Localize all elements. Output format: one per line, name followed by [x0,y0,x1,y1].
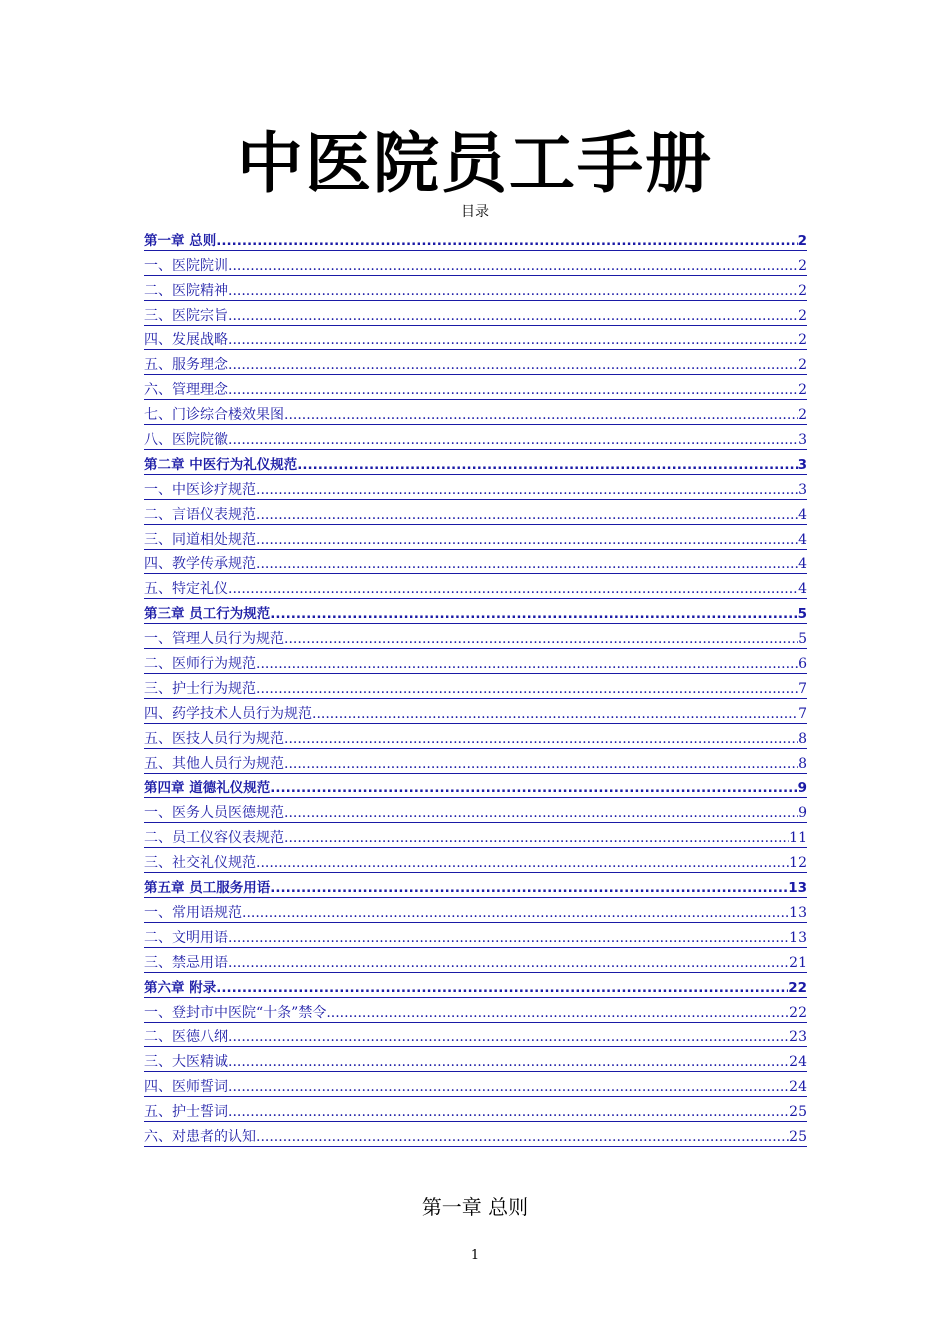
toc-section-link[interactable] [144,251,807,276]
toc-leader-dots [284,730,798,749]
toc-section-link[interactable] [144,1047,807,1072]
toc-leader-dots [256,854,789,873]
toc-leader-dots [228,1078,789,1097]
toc-entry-text: 二、言语仪表规范 [144,506,256,523]
toc-leader-dots [284,829,789,848]
toc-leader-dots [297,456,797,475]
toc-page-number: 25 [789,1104,807,1121]
toc-page-number: 3 [798,481,807,498]
toc-leader-dots [228,431,798,450]
toc-page-number: 24 [789,1054,807,1071]
toc-leader-dots [256,655,798,674]
toc-entry-text: 三、社交礼仪规范 [144,855,256,872]
toc-page-number: 13 [789,904,807,921]
toc-chapter-link[interactable] [144,774,807,799]
toc-leader-dots [284,755,798,774]
toc-entry-text: 一、常用语规范 [144,904,242,921]
toc-entry-text: 二、医师行为规范 [144,656,256,673]
toc-entry-text: 三、禁忌用语 [144,954,228,971]
toc-page-number: 2 [798,282,807,299]
toc-leader-dots [228,331,798,350]
toc-chapter-link[interactable] [144,973,807,998]
toc-page-number: 24 [789,1079,807,1096]
toc-section-link[interactable] [144,699,807,724]
toc-section-link[interactable] [144,400,807,425]
toc-entry-text: 六、管理理念 [144,382,228,399]
toc-entry-text: 第三章 员工行为规范 [144,606,271,623]
toc-chapter-link[interactable] [144,450,807,475]
toc-section-link[interactable] [144,749,807,774]
toc-section-link[interactable] [144,301,807,326]
toc-section-link[interactable] [144,326,807,351]
toc-page-number: 7 [798,705,807,722]
toc-label: 目录 [461,204,489,220]
toc-entry-text: 三、护士行为规范 [144,680,256,697]
toc-section-link[interactable] [144,425,807,450]
toc-leader-dots [312,705,798,724]
table-of-contents [144,226,807,1147]
toc-page-number: 5 [798,631,807,648]
toc-entry-text: 六、对患者的认知 [144,1128,256,1145]
toc-leader-dots [326,1004,789,1023]
toc-section-link[interactable] [144,375,807,400]
toc-page-number: 2 [797,232,807,249]
toc-entry-text: 二、医德八纲 [144,1029,228,1046]
toc-section-link[interactable] [144,923,807,948]
toc-section-link[interactable] [144,724,807,749]
toc-chapter-link[interactable] [144,873,807,898]
toc-page-number: 22 [788,979,807,996]
toc-page-number: 8 [798,755,807,772]
toc-entry-text: 四、医师誓词 [144,1079,228,1096]
toc-page-number: 2 [798,332,807,349]
toc-page-number: 13 [788,880,807,897]
toc-page-number: 23 [789,1029,807,1046]
document-title: 中医院员工手册 [237,125,713,202]
toc-leader-dots [228,929,789,948]
toc-leader-dots [256,481,798,500]
toc-leader-dots [228,1103,789,1122]
toc-entry-text: 第六章 附录 [144,979,217,996]
toc-section-link[interactable] [144,898,807,923]
toc-leader-dots [256,1128,789,1147]
toc-chapter-link[interactable] [144,599,807,624]
toc-page-number: 2 [798,407,807,424]
toc-entry-text: 四、教学传承规范 [144,556,256,573]
toc-entry-text: 一、医务人员医德规范 [144,805,284,822]
toc-page-number: 2 [798,382,807,399]
toc-page-number: 5 [797,606,807,623]
toc-entry-text: 第四章 道德礼仪规范 [144,780,271,797]
toc-section-link[interactable] [144,823,807,848]
toc-page-number: 4 [798,581,807,598]
toc-page-number: 2 [798,257,807,274]
toc-page-number: 21 [789,954,807,971]
chapter-heading: 第一章 总则 [421,1195,529,1219]
toc-entry-text: 三、大医精诚 [144,1054,228,1071]
toc-section-link[interactable] [144,624,807,649]
toc-section-link[interactable] [144,1122,807,1147]
toc-leader-dots [284,630,798,649]
toc-section-link[interactable] [144,948,807,973]
toc-section-link[interactable] [144,798,807,823]
toc-page-number: 4 [798,531,807,548]
page-number: 1 [470,1248,480,1263]
toc-leader-dots [256,506,798,525]
toc-entry-text: 四、发展战略 [144,332,228,349]
toc-section-link[interactable] [144,1023,807,1048]
toc-entry-text: 第一章 总则 [144,232,217,249]
toc-page-number: 22 [789,1004,807,1021]
toc-section-link[interactable] [144,574,807,599]
toc-leader-dots [228,1053,789,1072]
toc-entry-text: 一、医院院训 [144,257,228,274]
toc-page-number: 12 [789,855,807,872]
toc-entry-text: 二、医院精神 [144,282,228,299]
toc-leader-dots [216,232,797,251]
toc-leader-dots [284,804,798,823]
toc-page-number: 2 [798,307,807,324]
toc-page-number: 3 [797,456,807,473]
toc-page-number: 6 [798,656,807,673]
toc-page-number: 4 [798,556,807,573]
toc-entry-text: 一、登封市中医院“十条”禁令 [144,1004,327,1021]
toc-leader-dots [228,257,798,276]
toc-leader-dots [228,381,798,400]
toc-page-number: 4 [798,506,807,523]
toc-section-link[interactable] [144,350,807,375]
toc-section-link[interactable] [144,848,807,873]
toc-entry-text: 五、护士誓词 [144,1104,228,1121]
toc-entry-text: 五、服务理念 [144,357,228,374]
toc-leader-dots [228,580,798,599]
toc-leader-dots [228,954,789,973]
toc-section-link[interactable] [144,475,807,500]
toc-leader-dots [284,406,798,425]
toc-page-number: 3 [798,432,807,449]
toc-entry-text: 一、中医诊疗规范 [144,481,256,498]
toc-leader-dots [228,307,798,326]
toc-entry-text: 四、药学技术人员行为规范 [144,705,312,722]
toc-page-number: 8 [798,730,807,747]
toc-section-link[interactable] [144,1072,807,1097]
toc-page-number: 9 [798,805,807,822]
toc-entry-text: 二、文明用语 [144,929,228,946]
toc-entry-text: 一、管理人员行为规范 [144,631,284,648]
toc-leader-dots [256,680,798,699]
toc-entry-text: 三、医院宗旨 [144,307,228,324]
toc-page-number: 7 [798,680,807,697]
toc-section-link[interactable] [144,525,807,550]
toc-leader-dots [228,1028,789,1047]
toc-leader-dots [216,979,788,998]
toc-leader-dots [228,282,798,301]
toc-leader-dots [270,879,788,898]
toc-section-link[interactable] [144,649,807,674]
toc-page-number: 11 [789,830,807,847]
toc-section-link[interactable] [144,500,807,525]
toc-chapter-link[interactable] [144,226,807,251]
toc-entry-text: 五、医技人员行为规范 [144,730,284,747]
toc-section-link[interactable] [144,674,807,699]
toc-entry-text: 三、同道相处规范 [144,531,256,548]
toc-entry-text: 二、员工仪容仪表规范 [144,830,284,847]
toc-leader-dots [228,356,798,375]
toc-page-number: 13 [789,929,807,946]
toc-entry-text: 第五章 员工服务用语 [144,880,271,897]
toc-page-number: 9 [797,780,807,797]
toc-leader-dots [270,605,797,624]
toc-entry-text: 五、特定礼仪 [144,581,228,598]
toc-section-link[interactable] [144,1097,807,1122]
toc-section-link[interactable] [144,550,807,575]
toc-entry-text: 第二章 中医行为礼仪规范 [144,456,298,473]
toc-section-link[interactable] [144,276,807,301]
toc-leader-dots [256,531,798,550]
toc-entry-text: 七、门诊综合楼效果图 [144,407,284,424]
toc-section-link[interactable] [144,998,807,1023]
toc-entry-text: 五、其他人员行为规范 [144,755,284,772]
toc-page-number: 25 [789,1128,807,1145]
toc-entry-text: 八、医院院徽 [144,432,228,449]
toc-leader-dots [242,904,789,923]
toc-leader-dots [270,779,797,798]
toc-page-number: 2 [798,357,807,374]
toc-leader-dots [256,555,798,574]
